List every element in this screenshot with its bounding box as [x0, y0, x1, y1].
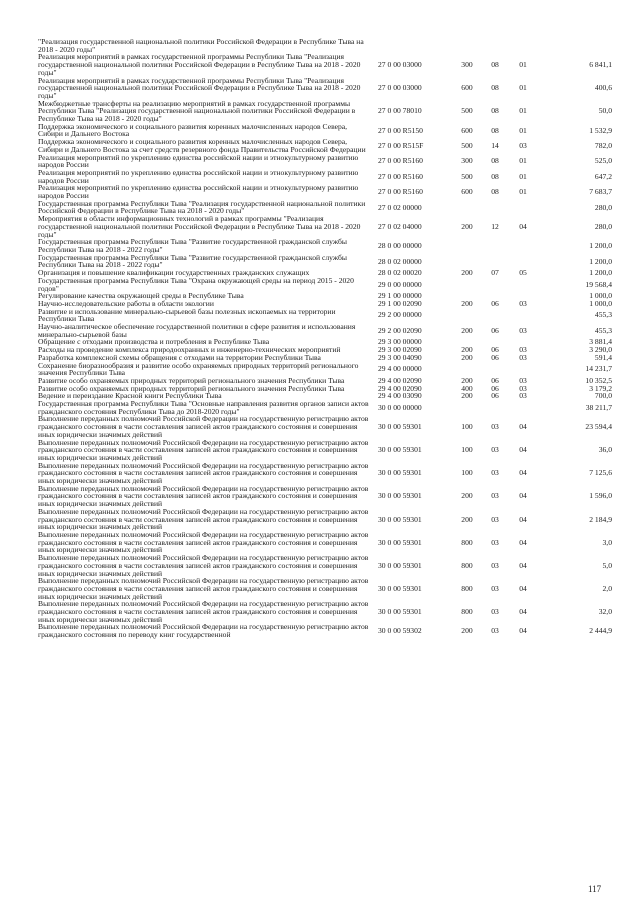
target-article-code: 27 0 00 R5160 — [378, 171, 423, 181]
row-name: Развитие особо охраняемых природных территорий регионального значения Республики Тыва — [38, 383, 345, 393]
section-code: 03 — [491, 537, 499, 547]
amount — [538, 38, 612, 53]
page-number: 117 — [588, 884, 602, 894]
amount: 19 568,4 — [585, 279, 612, 289]
row-name: Выполнение переданных полномочий Российской Федерации на государственную регистрацию актов гражданского состояния в части составления записей актов гражданского состояния и совершения иных юридически значимых действий — [38, 460, 369, 486]
expense-type-code: 800 — [461, 583, 473, 593]
amount: 14 231,7 — [585, 364, 612, 374]
target-article-code: 30 0 00 59301 — [378, 607, 422, 617]
expense-type-code: 200 — [461, 325, 473, 335]
target-article-code: 30 0 00 59301 — [378, 491, 422, 501]
section-code — [482, 308, 508, 323]
subsection-code: 04 — [519, 221, 527, 231]
table-row — [38, 100, 612, 123]
row-name: Государственная программа Республики Тыва "Развитие государственной гражданской службы Республики Тыва на 2018 - 2022 годы" — [38, 237, 347, 254]
table-row — [38, 53, 612, 76]
subsection-code: 03 — [519, 325, 527, 335]
amount: 50,0 — [598, 106, 612, 116]
table-row — [38, 38, 612, 53]
amount: 280,0 — [594, 202, 612, 212]
target-article-code: 27 0 00 R5150 — [378, 125, 423, 135]
amount: 6 841,1 — [589, 60, 612, 70]
table-row — [38, 415, 612, 438]
subsection-code: 03 — [519, 383, 527, 393]
amount: 1 000,0 — [589, 291, 612, 301]
section-code: 03 — [491, 445, 499, 455]
subsection-code — [508, 362, 538, 377]
amount: 10 352,5 — [585, 375, 612, 385]
expense-type-code: 500 — [461, 106, 473, 116]
table-row — [38, 308, 612, 323]
target-article-code: 30 0 00 59301 — [378, 422, 422, 432]
target-article-code: 27 0 00 78010 — [378, 106, 422, 116]
expense-type-code: 200 — [461, 626, 473, 636]
row-name: Государственная программа Республики Тыва "Основные направления развития органов записи актов гражданского состояния Республики Тыва до 2018-2020 годы" — [38, 399, 369, 416]
target-article-code: 30 0 00 59301 — [378, 445, 422, 455]
expense-type-code: 200 — [461, 491, 473, 501]
amount: 525,0 — [594, 156, 612, 166]
section-code: 06 — [491, 352, 499, 362]
table-row — [38, 277, 612, 292]
amount: 782,0 — [594, 140, 612, 150]
amount: 38 211,7 — [585, 402, 612, 412]
target-article-code: 29 3 00 00000 — [378, 337, 422, 347]
subsection-code: 04 — [519, 583, 527, 593]
section-code: 08 — [491, 106, 499, 116]
subsection-code: 04 — [519, 491, 527, 501]
section-code — [482, 254, 508, 269]
expense-type-code: 500 — [461, 140, 473, 150]
subsection-code: 04 — [519, 468, 527, 478]
amount: 2 184,9 — [589, 514, 612, 524]
target-article-code: 30 0 00 59301 — [378, 583, 422, 593]
amount: 5,0 — [602, 560, 612, 570]
amount: 1 200,0 — [589, 241, 612, 251]
subsection-code — [508, 254, 538, 269]
subsection-code: 01 — [519, 106, 527, 116]
section-code: 08 — [491, 125, 499, 135]
target-article-code: 29 4 00 03090 — [378, 391, 422, 401]
section-code — [482, 277, 508, 292]
table-row — [38, 138, 612, 153]
expense-type-code: 200 — [461, 375, 473, 385]
target-article-code: 28 0 02 00000 — [378, 256, 422, 266]
target-article-code: 29 3 00 02090 — [378, 345, 422, 355]
table-row — [38, 439, 612, 462]
target-article-code: 27 0 00 R515F — [378, 140, 424, 150]
section-code: 06 — [491, 375, 499, 385]
expense-type-code: 600 — [461, 125, 473, 135]
expense-type-code — [452, 277, 482, 292]
subsection-code: 03 — [519, 298, 527, 308]
target-article-code: 28 0 00 00000 — [378, 241, 422, 251]
table-row — [38, 462, 612, 485]
amount: 455,3 — [594, 310, 612, 320]
table-row — [38, 531, 612, 554]
target-article-code: 27 0 02 04000 — [378, 221, 422, 231]
expense-type-code — [452, 362, 482, 377]
section-code — [482, 400, 508, 415]
subsection-code: 04 — [519, 626, 527, 636]
expense-type-code: 800 — [461, 607, 473, 617]
target-article-code: 30 0 00 59301 — [378, 514, 422, 524]
target-article-code: 27 0 00 03000 — [378, 60, 422, 70]
table-row — [38, 323, 612, 338]
amount: 591,4 — [594, 352, 612, 362]
expense-type-code: 100 — [461, 468, 473, 478]
target-article-code: 27 0 00 R5160 — [378, 156, 423, 166]
expense-type-code: 200 — [461, 298, 473, 308]
target-article-code: 29 2 00 02090 — [378, 325, 422, 335]
section-code — [482, 38, 508, 53]
section-code: 06 — [491, 298, 499, 308]
target-article-code: 28 0 02 00020 — [378, 268, 422, 278]
section-code: 08 — [491, 60, 499, 70]
row-name: Мероприятия в области информационных технологий в рамках программы "Реализация государственной национальной политики Российской Федерации в Республике Тыва на 2018 - 2020 годы" — [38, 214, 361, 239]
row-name: Научно-исследовательские работы в области экологии — [38, 298, 214, 308]
amount: 1 200,0 — [589, 256, 612, 266]
target-article-code — [378, 38, 452, 53]
subsection-code: 04 — [519, 560, 527, 570]
section-code: 14 — [491, 140, 499, 150]
subsection-code: 01 — [519, 156, 527, 166]
expense-type-code: 200 — [461, 391, 473, 401]
section-code: 03 — [491, 422, 499, 432]
target-article-code: 29 2 00 00000 — [378, 310, 422, 320]
row-name: Выполнение переданных полномочий Российской Федерации на государственную регистрацию актов гражданского состояния в части составления записей актов гражданского состояния и совершения иных юридически значимых действий — [38, 599, 369, 624]
subsection-code: 04 — [519, 514, 527, 524]
table-row — [38, 577, 612, 600]
row-name: Реализация мероприятий в рамках государственной программы Республики Тыва "Реализация государственной национальной политики Российской Федерации в Республике Тыва на 2018 - 2020 годы" — [38, 52, 361, 77]
expense-type-code: 600 — [461, 187, 473, 197]
row-name: Реализация мероприятий по укреплению единства российской нации и этнокультурному развитию народов России — [38, 152, 359, 170]
subsection-code: 03 — [519, 375, 527, 385]
expense-type-code — [452, 38, 482, 53]
subsection-code — [508, 277, 538, 292]
expense-type-code — [452, 308, 482, 323]
subsection-code — [508, 200, 538, 215]
amount: 7 683,7 — [589, 187, 612, 197]
amount: 455,3 — [594, 325, 612, 335]
section-code: 06 — [491, 383, 499, 393]
amount: 2,0 — [602, 583, 612, 593]
table-row — [38, 169, 612, 184]
expense-type-code: 200 — [461, 345, 473, 355]
row-name: Разработка комплексной схемы обращения с отходами на территории Республики Тыва — [38, 352, 321, 362]
table-row — [38, 184, 612, 199]
subsection-code — [508, 238, 538, 253]
row-name: Выполнение переданных полномочий Российской Федерации на государственную регистрацию актов гражданского состояния в части составления записей актов гражданского состояния и совершения иных юридически значимых действий — [38, 483, 369, 509]
section-code: 06 — [491, 345, 499, 355]
row-name: Реализация мероприятий по укреплению единства российской нации и этнокультурному развитию народов России — [38, 167, 359, 185]
expense-type-code — [452, 400, 482, 415]
amount: 2 444,9 — [589, 626, 612, 636]
expense-type-code: 200 — [461, 221, 473, 231]
row-name: Развитие и использование минерально-сырьевой базы полезных ископаемых на территории Республики Тыва — [38, 306, 336, 324]
target-article-code: 30 0 00 59301 — [378, 537, 422, 547]
section-code: 03 — [491, 468, 499, 478]
row-name: Выполнение переданных полномочий Российской Федерации на государственную регистрацию актов гражданского состояния в части составления записей актов гражданского состояния и совершения иных юридически значимых действий — [38, 506, 369, 532]
subsection-code: 03 — [519, 140, 527, 150]
section-code: 07 — [491, 268, 499, 278]
amount: 23 594,4 — [585, 422, 612, 432]
row-name: Сохранение биоразнообразия и развитие особо охраняемых природных территорий регионального значения Республики Тыва — [38, 360, 359, 378]
amount: 1 000,0 — [589, 298, 612, 308]
amount: 3 290,0 — [589, 345, 612, 355]
subsection-code: 05 — [519, 268, 527, 278]
row-name: Регулирование качества окружающей среды в Республике Тыва — [38, 291, 244, 301]
section-code — [482, 200, 508, 215]
table-row — [38, 254, 612, 269]
table-row — [38, 623, 612, 638]
expense-type-code: 300 — [461, 60, 473, 70]
row-name: Межбюджетные трансферты на реализацию мероприятий в рамках государственной программы Республики Тыва "Реализация государственной национальной политики Российской Федерации в Республике Тыва на 2018 - 2020 годы" — [38, 98, 356, 124]
budget-table — [38, 38, 612, 639]
subsection-code: 04 — [519, 537, 527, 547]
row-name: Обращение с отходами производства и потребления в Республике Тыва — [38, 337, 270, 347]
target-article-code: 27 0 00 R5160 — [378, 187, 423, 197]
table-row — [38, 485, 612, 508]
amount: 36,0 — [598, 445, 612, 455]
subsection-code: 01 — [519, 83, 527, 93]
section-code: 06 — [491, 391, 499, 401]
row-name: Выполнение переданных полномочий Российской Федерации на государственную регистрацию актов гражданского состояния в части составления записей актов гражданского состояния и совершения иных юридически значимых действий — [38, 437, 369, 462]
expense-type-code — [452, 254, 482, 269]
amount: 700,0 — [594, 391, 612, 401]
target-article-code: 29 1 00 00000 — [378, 291, 422, 301]
section-code: 08 — [491, 156, 499, 166]
expense-type-code: 800 — [461, 560, 473, 570]
amount: 1 596,0 — [589, 491, 612, 501]
subsection-code: 01 — [519, 171, 527, 181]
expense-type-code: 300 — [461, 156, 473, 166]
expense-type-code — [452, 200, 482, 215]
row-name: Организация и повышение квалификации государственных гражданских служащих — [38, 268, 310, 278]
table-row — [38, 154, 612, 169]
table-row — [38, 238, 612, 253]
target-article-code: 30 0 00 00000 — [378, 402, 422, 412]
row-name: Научно-аналитическое обеспечение государственной политики в сфере развития и использования минерально-сырьевой базы — [38, 322, 356, 339]
target-article-code: 29 1 00 02090 — [378, 298, 422, 308]
table-row — [38, 77, 612, 100]
expense-type-code — [452, 238, 482, 253]
section-code: 06 — [491, 325, 499, 335]
row-name: Выполнение переданных полномочий Российской Федерации на государственную регистрацию актов гражданского состояния в части составления записей актов гражданского состояния и совершения иных юридически значимых действий — [38, 576, 369, 601]
row-name: Выполнение переданных полномочий Российской Федерации на государственную регистрацию актов гражданского состояния в части составления записей актов гражданского состояния и совершения иных юридически значимых действий — [38, 530, 369, 555]
subsection-code — [508, 400, 538, 415]
target-article-code: 30 0 00 59302 — [378, 626, 422, 636]
amount: 3 881,4 — [589, 337, 612, 347]
amount: 7 125,6 — [589, 468, 612, 478]
target-article-code: 30 0 00 59301 — [378, 560, 422, 570]
section-code: 03 — [491, 514, 499, 524]
subsection-code: 01 — [519, 187, 527, 197]
table-row — [38, 554, 612, 577]
subsection-code — [508, 38, 538, 53]
target-article-code: 27 0 02 00000 — [378, 202, 422, 212]
row-name: Реализация мероприятий по укреплению единства российской нации и этнокультурному развитию народов России — [38, 183, 359, 201]
row-name: Ведение и переиздание Красной книги Республики Тыва — [38, 391, 222, 401]
subsection-code: 04 — [519, 607, 527, 617]
section-code: 08 — [491, 171, 499, 181]
target-article-code: 29 3 00 04090 — [378, 352, 422, 362]
expense-type-code: 100 — [461, 445, 473, 455]
row-name: Выполнение переданных полномочий Российской Федерации на государственную регистрацию актов гражданского состояния в части составления записей актов гражданского состояния и совершения иных юридически значимых действий — [38, 414, 369, 439]
amount: 280,0 — [594, 221, 612, 231]
section-code: 08 — [491, 187, 499, 197]
expense-type-code: 400 — [461, 383, 473, 393]
budget-table-body — [38, 38, 612, 639]
subsection-code: 04 — [519, 422, 527, 432]
expense-type-code: 200 — [461, 352, 473, 362]
amount: 647,2 — [594, 171, 612, 181]
subsection-code: 04 — [519, 445, 527, 455]
section-code: 12 — [491, 221, 499, 231]
section-code — [482, 238, 508, 253]
subsection-code: 03 — [519, 352, 527, 362]
expense-type-code: 800 — [461, 537, 473, 547]
target-article-code: 29 4 00 02090 — [378, 375, 422, 385]
row-name: Выполнение переданных полномочий Российской Федерации на государственную регистрацию актов гражданского состояния в части составления записей актов гражданского состояния и совершения иных юридически значимых действий — [38, 553, 369, 578]
row-name: Государственная программа Республики Тыва "Развитие государственной гражданской службы Республики Тыва на 2018 - 2022 годы" — [38, 252, 347, 270]
target-article-code: 29 4 00 02090 — [378, 383, 422, 393]
amount: 1 200,0 — [589, 268, 612, 278]
row-name: "Реализация государственной национальной политики Российской Федерации в Республике Тыва на 2018 - 2020 годы" — [38, 37, 364, 54]
expense-type-code: 100 — [461, 422, 473, 432]
target-article-code: 30 0 00 59301 — [378, 468, 422, 478]
section-code: 03 — [491, 607, 499, 617]
row-name: Реализация мероприятий в рамках государственной программы Республики Тыва "Реализация государственной национальной политики Российской Федерации в Республике Тыва на 2018 - 2020 годы" — [38, 75, 361, 100]
row-name: Развитие особо охраняемых природных территорий регионального значения Республики Тыва — [38, 375, 345, 385]
table-row — [38, 362, 612, 377]
subsection-code: 03 — [519, 391, 527, 401]
section-code: 03 — [491, 560, 499, 570]
row-name: Расходы на проведение комплекса природоохранных и инженерно-технических мероприятий — [38, 345, 341, 355]
subsection-code — [508, 308, 538, 323]
amount: 3 179,2 — [589, 383, 612, 393]
table-row — [38, 215, 612, 238]
subsection-code: 03 — [519, 345, 527, 355]
row-name: Выполнение переданных полномочий Российской Федерации на государственную регистрацию актов гражданского состояния по переводу книг государственной — [38, 622, 369, 640]
target-article-code: 29 4 00 00000 — [378, 364, 422, 374]
row-name: Поддержка экономического и социального развития коренных малочисленных народов Севера, Сибири и Дальнего Востока — [38, 121, 348, 139]
section-code: 03 — [491, 583, 499, 593]
section-code: 03 — [491, 491, 499, 501]
table-row — [38, 600, 612, 623]
table-row — [38, 508, 612, 531]
expense-type-code: 200 — [461, 268, 473, 278]
section-code — [482, 362, 508, 377]
subsection-code: 01 — [519, 60, 527, 70]
amount: 400,6 — [594, 83, 612, 93]
table-row — [38, 200, 612, 215]
table-row — [38, 123, 612, 138]
expense-type-code: 500 — [461, 171, 473, 181]
section-code: 08 — [491, 83, 499, 93]
amount: 3,0 — [602, 537, 612, 547]
subsection-code: 01 — [519, 125, 527, 135]
amount: 1 532,9 — [589, 125, 612, 135]
target-article-code: 27 0 00 03000 — [378, 83, 422, 93]
expense-type-code: 200 — [461, 514, 473, 524]
section-code: 03 — [491, 626, 499, 636]
table-row — [38, 400, 612, 415]
target-article-code: 29 0 00 00000 — [378, 279, 422, 289]
amount: 32,0 — [598, 607, 612, 617]
expense-type-code: 600 — [461, 83, 473, 93]
row-name: Государственная программа Республики Тыва "Охрана окружающей среды на период 2015 - 2020 годов" — [38, 275, 354, 293]
row-name: Государственная программа Республики Тыва "Реализация государственной национальной политики Российской Федерации в Республике Тыва на 2018 - 2020 годы" — [38, 198, 366, 216]
row-name: Поддержка экономического и социального развития коренных малочисленных народов Севера, Сибири и Дальнего Востока за счет средств резервного фонда Правительства Российской Федерации — [38, 137, 366, 154]
